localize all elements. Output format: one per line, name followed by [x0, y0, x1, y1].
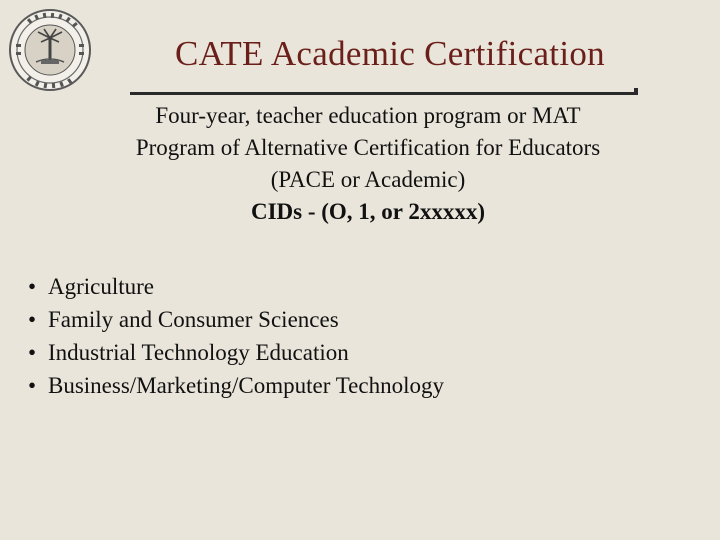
state-education-seal-icon [8, 8, 92, 92]
bullet-icon: • [28, 373, 37, 398]
cid-line: CIDs - (O, 1, or 2xxxxx) [250, 199, 486, 224]
bullet-icon: • [28, 274, 37, 299]
list-item [28, 270, 444, 303]
intro-text [60, 100, 676, 228]
list-item-label: Business/Marketing/Computer Technology [48, 373, 444, 398]
intro-line: (PACE or Academic) [270, 167, 466, 192]
list-item-label: Agriculture [48, 274, 155, 299]
title-divider-cap [634, 88, 638, 95]
list-item-label: Industrial Technology Education [48, 340, 349, 365]
list-item-label: Family and Consumer Sciences [48, 307, 339, 332]
intro-line: Program of Alternative Certification for Educators [135, 135, 601, 160]
bullet-icon: • [28, 340, 37, 365]
list-item [28, 303, 444, 336]
title-divider [130, 92, 638, 95]
list-item [28, 369, 444, 402]
program-bullet-list [28, 270, 444, 402]
list-item [28, 336, 444, 369]
bullet-icon: • [28, 307, 37, 332]
slide-title: CATE Academic Certification [175, 34, 605, 73]
intro-line: Four-year, teacher education program or MAT [155, 103, 581, 128]
